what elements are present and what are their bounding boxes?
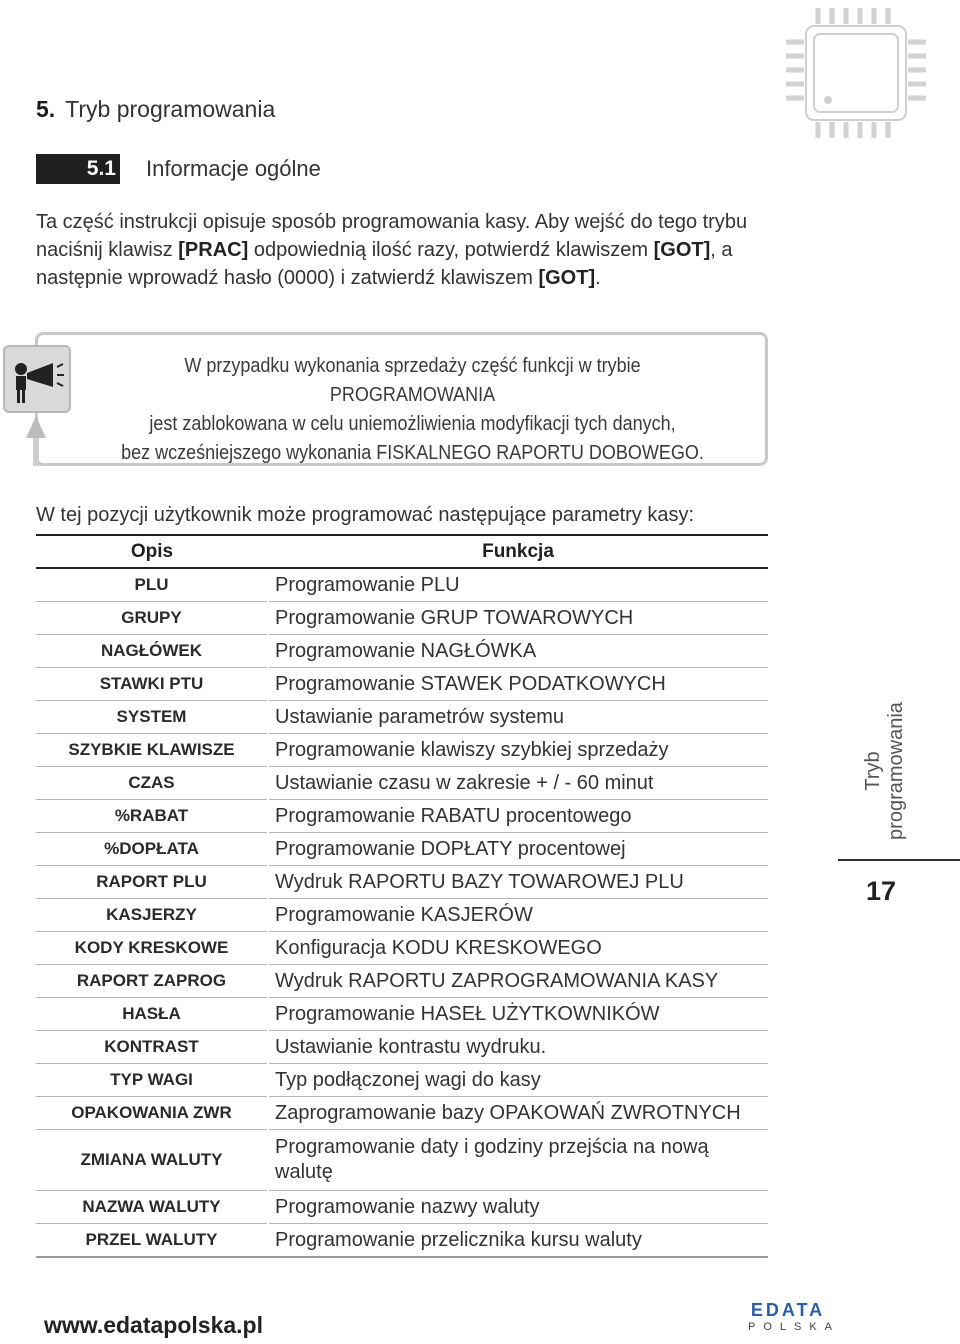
intro-text: , a następnie wprowadź hasło — [36, 239, 733, 289]
arrow-up-icon — [24, 414, 48, 466]
subsection-number: 5.1 — [86, 157, 116, 180]
row-funkcja: Programowanie STAWEK PODATKOWYCH — [268, 668, 768, 701]
subsection-title: Informacje ogólne — [146, 156, 321, 181]
note-line: jest zablokowana w celu uniemożliwienia modyfikacji tych danych, — [149, 413, 676, 435]
row-funkcja: Programowanie KASJERÓW — [268, 899, 768, 932]
column-header-funkcja: Funkcja — [268, 535, 768, 568]
intro-paragraph — [36, 208, 776, 292]
row-opis: RAPORT PLU — [36, 866, 268, 899]
row-opis: STAWKI PTU — [36, 668, 268, 701]
brand-logo — [742, 1300, 841, 1333]
key-got: [GOT] — [538, 267, 596, 289]
row-opis: HASŁA — [36, 998, 268, 1031]
table-intro: W tej pozycji użytkownik może programować następujące parametry kasy: — [36, 504, 695, 526]
table-row — [36, 767, 768, 800]
row-funkcja: Konfiguracja KODU KRESKOWEGO — [268, 932, 768, 965]
row-funkcja: Programowanie RABATU procentowego — [268, 800, 768, 833]
row-funkcja: Ustawianie czasu w zakresie + / - 60 minut — [268, 767, 768, 800]
row-funkcja: Programowanie HASEŁ UŻYTKOWNIKÓW — [268, 998, 768, 1031]
brand-name: EDATA — [750, 1300, 826, 1320]
table-row — [36, 932, 768, 965]
table-row — [36, 1097, 768, 1130]
table-row — [36, 899, 768, 932]
table-row — [36, 965, 768, 998]
brand-subname: POLSKA — [748, 1321, 841, 1333]
row-funkcja: Programowanie nazwy waluty — [268, 1191, 768, 1224]
chip-icon — [770, 4, 940, 142]
row-opis: KODY KRESKOWE — [36, 932, 268, 965]
table-row — [36, 1130, 768, 1191]
table-row — [36, 1031, 768, 1064]
table-row — [36, 602, 768, 635]
row-opis: OPAKOWANIA ZWR — [36, 1097, 268, 1130]
row-opis: %RABAT — [36, 800, 268, 833]
row-opis: %DOPŁATA — [36, 833, 268, 866]
table-row — [36, 1064, 768, 1097]
row-opis: GRUPY — [36, 602, 268, 635]
table-row — [36, 833, 768, 866]
table-row — [36, 568, 768, 602]
row-opis: KONTRAST — [36, 1031, 268, 1064]
row-funkcja: Programowanie PLU — [268, 568, 768, 602]
table-row — [36, 668, 768, 701]
section-title: Tryb programowania — [65, 96, 276, 122]
row-funkcja: Typ podłączonej wagi do kasy — [268, 1064, 768, 1097]
key-got: [GOT] — [653, 239, 711, 261]
row-opis: SZYBKIE KLAWISZE — [36, 734, 268, 767]
section-number: 5. — [36, 96, 56, 122]
table-header-row — [36, 535, 768, 568]
table-row — [36, 1191, 768, 1224]
row-funkcja: Zaprogramowanie bazy OPAKOWAŃ ZWROTNYCH — [268, 1097, 768, 1130]
intro-text: . — [595, 267, 601, 289]
row-funkcja: Ustawianie kontrastu wydruku. — [268, 1031, 768, 1064]
note-text — [113, 352, 712, 468]
intro-text: odpowiednią ilość razy, potwierdź klawiszem — [248, 239, 654, 261]
intro-text: i zatwierdź klawiszem — [335, 267, 539, 289]
row-opis: PLU — [36, 568, 268, 602]
table-row — [36, 866, 768, 899]
table-row — [36, 635, 768, 668]
table-row — [36, 701, 768, 734]
row-funkcja: Ustawianie parametrów systemu — [268, 701, 768, 734]
parameters-table — [36, 534, 768, 1258]
table-row — [36, 998, 768, 1031]
table-row — [36, 800, 768, 833]
row-opis: SYSTEM — [36, 701, 268, 734]
row-opis: CZAS — [36, 767, 268, 800]
row-opis: TYP WAGI — [36, 1064, 268, 1097]
side-tab-label: Tryb programowania — [862, 702, 907, 840]
row-funkcja: Programowanie DOPŁATY procentowej — [268, 833, 768, 866]
row-opis: KASJERZY — [36, 899, 268, 932]
row-opis: ZMIANA WALUTY — [36, 1130, 268, 1191]
footer-url[interactable]: www.edatapolska.pl — [44, 1312, 263, 1338]
row-funkcja: Wydruk RAPORTU ZAPROGRAMOWANIA KASY — [268, 965, 768, 998]
table-row — [36, 734, 768, 767]
page-number: 17 — [866, 876, 897, 906]
table-row — [36, 1224, 768, 1258]
row-funkcja: Wydruk RAPORTU BAZY TOWAROWEJ PLU — [268, 866, 768, 899]
row-funkcja: Programowanie klawiszy szybkiej sprzedaży — [268, 734, 768, 767]
intro-text: Ta część instrukcji opisuje sposób programowania kasy. Aby wejść do tego trybu naciśnij klawisz — [36, 211, 748, 261]
row-opis: RAPORT ZAPROG — [36, 965, 268, 998]
subsection-number-box — [36, 154, 120, 184]
side-tab-rule — [838, 859, 960, 861]
row-opis: NAZWA WALUTY — [36, 1191, 268, 1224]
section-heading — [36, 96, 275, 123]
row-opis: PRZEL WALUTY — [36, 1224, 268, 1258]
row-funkcja: Programowanie daty i godziny przejścia na nową walutę — [268, 1130, 768, 1191]
megaphone-person-icon — [3, 345, 71, 413]
row-funkcja: Programowanie NAGŁÓWKA — [268, 635, 768, 668]
column-header-opis: Opis — [36, 535, 268, 568]
row-funkcja: Programowanie przelicznika kursu waluty — [268, 1224, 768, 1258]
note-line: W przypadku wykonania sprzedaży część funkcji w trybie PROGRAMOWANIA — [184, 355, 641, 406]
password: (0000) — [277, 267, 336, 289]
note-line: bez wcześniejszego wykonania FISKALNEGO RAPORTU DOBOWEGO. — [121, 442, 704, 464]
row-opis: NAGŁÓWEK — [36, 635, 268, 668]
row-funkcja: Programowanie GRUP TOWAROWYCH — [268, 602, 768, 635]
key-prac: [PRAC] — [178, 239, 249, 261]
